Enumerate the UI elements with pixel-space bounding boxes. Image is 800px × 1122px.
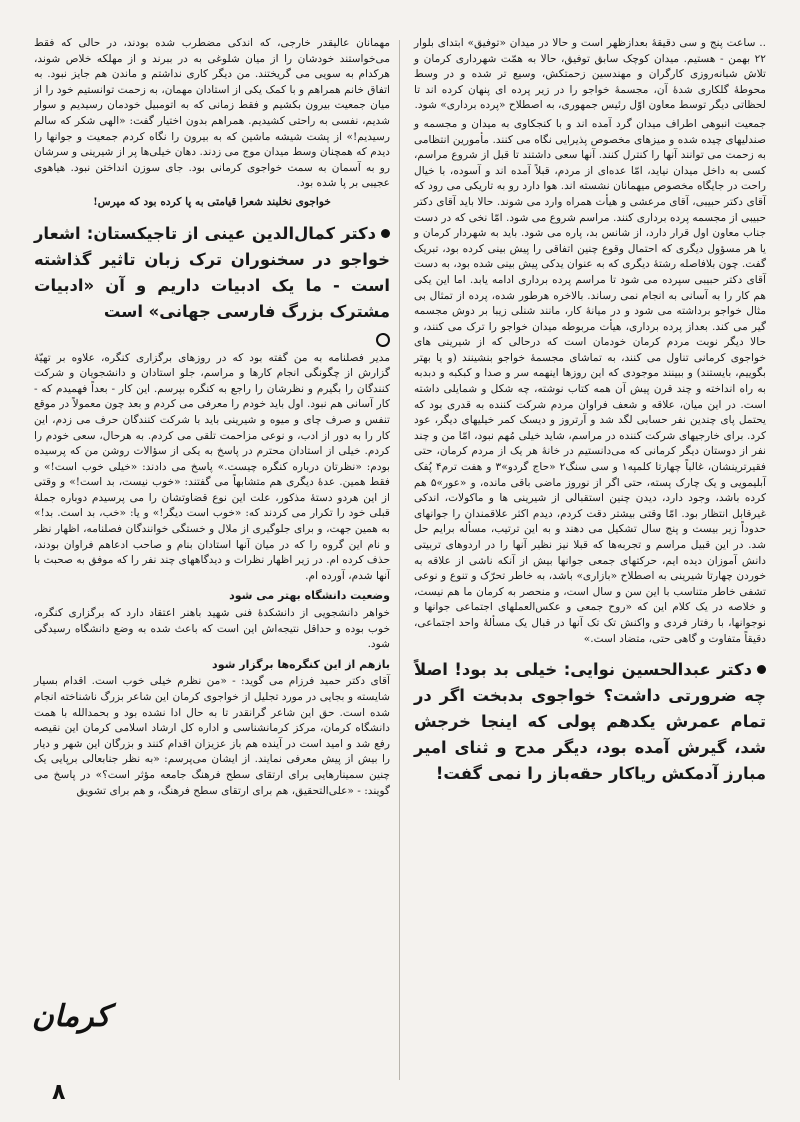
quote-heading-navaei [414,657,766,787]
page-number: ۸ [52,1080,66,1105]
article-paragraph: مدیر فصلنامه به من گفته بود که در روزهای برگزاری کنگره، علاوه بر تهیّهٔ گزارش از چگونگی انجام کارها و مراسم، جلو استادان و دانشجویان و شرکت کنندگان را بگیرم و نظرشان را راجع به کنگره بپرسم. این کار - بعداً فهمیدم که - کار آسانی هم نبود. اول باید خودم را معرفی می کردم و بعد چون معمولاً در موقع تنفس و صرف چای و میوه و شیرینی باید با شرکت کنندگان حرف می زدم، این کار را به دور از ادب، و نوعی مزاحمت تلقی می کردم. به هرحال، سعی خودم را کردم. خیلی از استادان محترم در پاسخ به یکی از سؤالات روشن من که پرسیده بودم: «نظرتان درباره کنگره چیست.» پاسخ می دادند: «خیلی خوب است!» و فقط همین. عدهٔ دیگری هم متشابهاً می گفتند: «خوب نیست، بد است!» و وقتی از این هردو دستهٔ مذکور، علت این نوع قضاوتشان را می پرسیدم دوباره جملهٔ قبلی خود را تکرار می کردند که: «خوب است دیگر!» و یا: «خب، بد است. بد!» به همین جهت، و برای جلوگیری از ملال و خستگی خوانندگان فصلنامه، اظهار نظر و نام این گروه را که در میان آنها استادان بنام و صاحب ادعاهم فراوان بودند، حذف کرده ام. در زیر اظهار نظرات و دیدگاههای چند نفر را که موفق به صحبت با آنها شدم، آورده ام. [34,351,390,582]
subsection-title: وضعیت دانشگاه بهتر می شود [229,589,390,603]
quote-heading-text: دکتر عبدالحسین نوایی: خیلی بد بود! اصلاً چه ضرورتی داشت؟ خواجوی بدبخت اگر در تمام عمرش یکدهم پولی که اینجا خرجش شد، گیرش آمده بود، دیگر مدح و ثنای امیر مبارز آدمکش ریاکار حقه‌باز را نمی گفت! [414,660,766,784]
article-paragraph: مهمانان عالیقدر خارجی، که اندکی مضطرب شده بودند، در حالی که فقط می‌خواستند خودشان را از میان شلوغی به در ببرند و از مهلکه خلاص شوند، هرکدام به سویی می گریختند. من دیگر کاری نداشتم و ماندن هم جایز نبود. به اتفاق خانم همراهم و با کمک یکی از استادان مهمان، به زحمت توانستیم خود را از میان جمعیت بیرون بکشیم و فقط زمانی که به اتومبیل خودمان رسیدیم و سوار شدیم، نفسی به راحتی کشیدیم. همراهم بدون اختیار گفت: «الهی شکر که سالم رسیدیم!» از پشت شیشه ماشین که به بیرون را نگاه کردم جمعیت و جوانها را دیدم که همچنان وسط میدان موج می زدند. دهان خیلی‌ها پر از شیرینی و سرشان رو به آسمان به سمت خواجوی کرمانی بود. جای سوزن انداختن نبود. هیاهوی عجیبی بر پا شده بود. [34,37,390,190]
left-column [34,36,390,802]
article-signoff: خواجوی نخلبند شعرا قیامتی به پا کرده بود که مپرس! [93,195,331,208]
article-paragraph: آقای دکتر حمید فرزام می گوید: - «من نظرم خیلی خوب است. اقدام بسیار شایسته و بجایی در مورد تجلیل از خواجوی کرمان این شاعر بزرگ ناشناخته انجام شده است. حق این شاعر گرانقدر تا به حال ادا نشده بود و بحمدالله با همت دانشگاه کرمان، مرکز کرمانشناسی و اداره کل ارشاد اسلامی کرمان این نقیصه رفع شد و امید است در آینده هم باز عزیزان اقدام کنند و بزرگان این شهر و دیار را بیش از پیش معرفی نمایند. از ایشان می‌پرسم: «به نظر جنابعالی برپایی یک چنین سمینارهایی برای ارتقای سطح فرهنگ جامعه مؤثر است؟» در پاسخ می گویند: - «علی‌التحقیق، هم برای ارتقای سطح فرهنگ، و هم برای تشویق [34,675,390,797]
column-divider [399,40,400,1080]
quote-heading-text: دکتر کمال‌الدین عینی از تاجیکستان: اشعار خواجو در سخنوران ترک زبان تاثیر گذاشته است - ما یک ادبیات داریم و آن «ادبیات مشترک بزرگ فارسی جهانی» است [34,223,390,321]
subsection-title: بازهم از این کنگره‌ها برگزار شود [212,657,390,671]
quote-heading-eyni [34,221,390,325]
bullet-dot-icon [757,665,766,674]
kerman-logo: کرمان [31,999,110,1034]
article-paragraph: جمعیت انبوهی اطراف میدان گرد آمده اند و با کنجکاوی به میدان و مجسمه و صندلیهای چیده شده و میزهای مخصوص پذیرایی نگاه می کنند. مأمورین انتظامی به زحمت می توانند آنها را کنترل کنند. آنها سعی داشتند تا قبل از شروع مراسم، کسی به داخل میدان نیاید، امّا عده‌ای از مردم، قبلاً آمده اند و آسوده، با خیال راحت در جایگاه مخصوص میهمانان نشسته اند. هوا دارد رو به تاریکی می رود که آقای دکتر حبیبی، آقای مرعشی و هیأت همراه وارد می شوند. حالا باید آقای دکتر حبیبی از مجسمه پرده برداری کنند. مراسم شروع می شود. امّا نخی که در دست جناب معاون اول قرار دارد، از شانس بد، پاره می شود. باید به شهردار کرمان و یا هر مسؤول دیگری که احتمال وقوع چنین اتفاقی را پیش بینی کرده بود، تبریک گفت. چون بلافاصله رشتهٔ دیگری که به عنوان یدکی پیش بینی شده بود، به دست آقای دکتر حبیبی سپرده می شود تا مراسم پرده برداری ادامه یابد. اما این یکی هم کار را به آسانی به انجام نمی رساند. بالاخره هرطور شده، پرده از تمثال بی مثال خواجو برداشته می شود و در میانهٔ کار، مانند شنلی زیبا بر دوش مجسمه گیر می کند. بعداز پرده برداری، هیأت مربوطه میدان خواجو را ترک می کنند، و حالا دیگر نوبت مردم کرمان خودمان است که درحالی که از شیرینی های خواجوی کرمانی تناول می کنند، به تماشای مجسمهٔ خواجو بنشینند (و یا بهتر بگوییم، بایستند) و ببینند موجودی که این روزها اینهمه سر و صدا و کبکبه و دبدبه به راه انداخته و چند قرن پیش آن همه کتاب نوشته، چه شکل و شمایلی داشته است. در این میان، علاقه و شعف فراوان مردم شرکت کننده به قدری بود که یحتمل پای چندین نفر حسابی لگد شد و آرتروز و دیسک کمر خیلیهای دیگر، عود کرد. برای خارجیهای شرکت کننده در مراسم، شاید خیلی مُهم نبود، امّا من و چند نفر از دوستان دیگر کرمانی که می‌دانستیم در خانهٔ هر یک از مردم کرمان، حتی فقیرترینشان، غالباً چهارتا کلمپه۱ و سی سنگ۲ «حاج گردو»۳ و هفت ترم۴ پُفک آبلیمویی و یک چارک پسته، حتی اگر از نوروز ماضی باقی مانده، و «عور»۵ هم کرده باشد، وجود دارد، دیدن چنین استقبالی از شیرینی ها و ماکولات، اندکی غیرقابل انتظار بود. امّا وقتی بیشتر دقت کردم، دیدم اکثر علاقمندان را جوانهای حدوداً زیر بیست و پنج سال تشکیل می دهند و به این ترتیب، مسأله برایم حل شد. در این قبیل مراسم و تجربه‌ها که قبلا نیز نظیر آنها را در اردوهای تربیتی دانش آموزان دیده ایم، حرکتهای جمعی جوانها بیش از آنکه ناشی از علاقه به خوردن چهارتا شیرینی به اصطلاح «بازاری» باشد، به خاطر تحرّک و تنوع و نوعی تشفی خاطر متناسب با این سن و سال است، و منحصر به کرمان ما هم نیست، و خلاصه در یک کلام این که «روح جمعی و عکس‌العملهای اجتماعی جوانها و نوجوانها، با رفتار فردی و واکنش تک تک آنها در قبال یک مسألهٔ واحد اجتماعی، دقیقاً متفاوت و گاهی حتی، متضاد است.» [414,117,766,645]
article-paragraph: .. ساعت پنج و سی دقیقهٔ بعدازظهر است و حالا در میدان «توفیق» ابتدای بلوار ۲۲ بهمن - هستیم. میدان کوچک سابق توفیق، حالا به همّت شهرداری کرمان و تلاش شبانه‌روزی کارگران و مهندسین زحمتکش، وسیع تر شده و در وسط محوطهٔ گلکاری شدهٔ آن، مجسمهٔ خواجو را در زیر پرده ای پنهان کرده اند تا لحظاتی دیگر توسط معاون اوّل رئیس جمهوری، به اصطلاح «پرده برداری» شود. [414,37,766,112]
article-paragraph: خواهر دانشجویی از دانشکدهٔ فنی شهید باهنر اعتقاد دارد که برگزاری کنگره، خوب بوده و حداقل نتیجه‌اش این است که باعث شده به وضع دانشگاه رسیدگی شود. [34,607,390,651]
bullet-dot-icon [381,229,390,238]
right-column [414,36,766,795]
section-circle-icon [376,333,390,347]
